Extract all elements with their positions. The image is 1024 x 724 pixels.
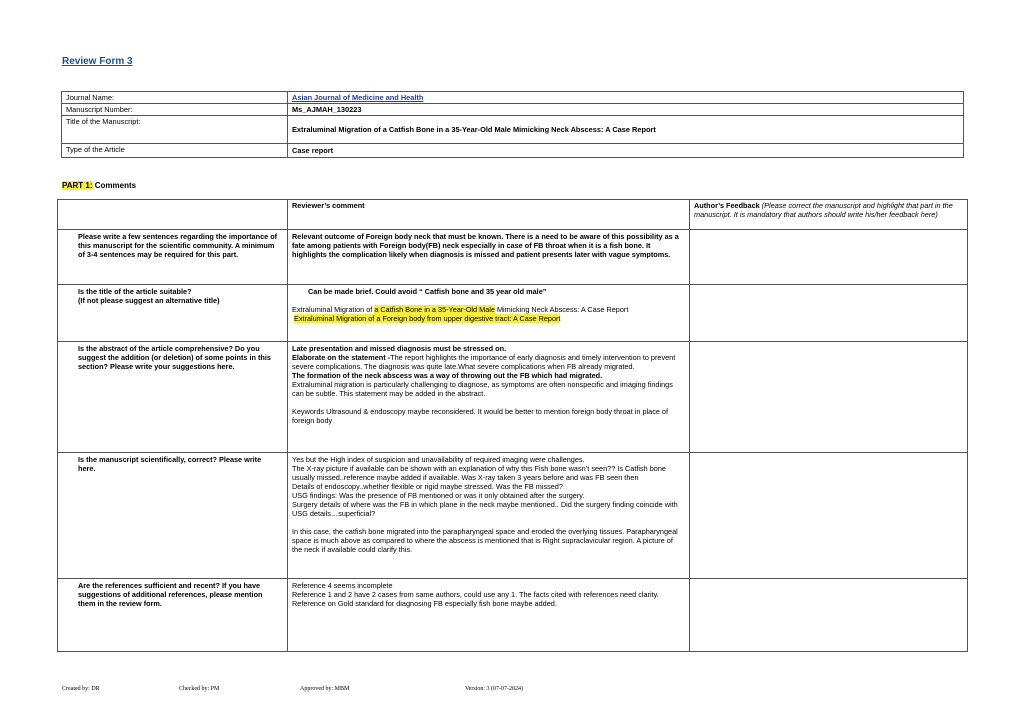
table-row bbox=[58, 453, 968, 579]
question-scientific: Is the manuscript scientifically, correct? Please write here. bbox=[58, 453, 288, 579]
feedback-cell[interactable] bbox=[690, 579, 968, 652]
table-row bbox=[58, 285, 968, 342]
manuscript-number-value: Ms_AJMAH_130223 bbox=[288, 104, 964, 116]
question-references: Are the references sufficient and recent? If you have suggestions of additional references, please mention them in the review form. bbox=[58, 579, 288, 652]
form-title: Review Form 3 bbox=[62, 56, 133, 67]
article-type-label: Type of the Article bbox=[62, 144, 288, 158]
question-title: Is the title of the article suitable? (If not please suggest an alternative title) bbox=[58, 285, 288, 342]
manuscript-info-table bbox=[61, 91, 964, 158]
footer-version: Version: 3 (07-07-2024) bbox=[465, 686, 523, 692]
author-feedback-header: Author’s Feedback (Please correct the manuscript and highlight that part in the manuscript. It is mandatory that authors should write his/her feedback here) bbox=[690, 200, 968, 230]
part-label: Comments bbox=[92, 181, 137, 190]
feedback-cell[interactable] bbox=[690, 285, 968, 342]
journal-name-label: Journal Name: bbox=[62, 92, 288, 104]
part-number: PART 1: bbox=[62, 181, 93, 190]
comment-abstract: Late presentation and missed diagnosis must be stressed on. Elaborate on the statement -The report highlights the importance of early diagnosis and timely intervention to prevent severe complications. The diagnosis was quite late.What severe complications when FB already migrated. The formation of the neck abscess was a way of throwing out the FB which had migrated. Extraluminal migration is particularly challenging to diagnose, as symptoms are often nonspecific and imaging findings can be subtle. This statement may be added in the abstract. Keywords Ultrasound & endoscopy maybe reconsidered. It would be better to mention foreign body throat in place of foreign body bbox=[288, 342, 690, 453]
comment-importance: Relevant outcome of Foreign body neck that must be known. There is a need to be aware of this possibility as a fate among patients with Foreign body(FB) neck especially in case of FB throat when it is a fish bone. It highlights the complication likely when diagnosis is missed and patient presents later with vague symptoms. bbox=[288, 230, 690, 285]
comments-table bbox=[57, 199, 968, 652]
table-row bbox=[58, 579, 968, 652]
question-importance: Please write a few sentences regarding the importance of this manuscript for the scientific community. A minimum of 3-4 sentences may be required for this part. bbox=[58, 230, 288, 285]
part-heading bbox=[62, 181, 136, 190]
comment-title: Can be made brief. Could avoid “ Catfish bone and 35 year old male” Extraluminal Migration of a Catfish Bone in a 35-Year-Old Male Mimicking Neck Abscess: A Case Report Extraluminal Migration of a Foreign body from upper digestive tract: A Case Report bbox=[288, 285, 690, 342]
table-row bbox=[58, 230, 968, 285]
article-type-value: Case report bbox=[288, 144, 964, 158]
manuscript-title-label: Title of the Manuscript: bbox=[62, 116, 288, 144]
table-row bbox=[58, 342, 968, 453]
manuscript-number-label: Manuscript Number: bbox=[62, 104, 288, 116]
table-header-row bbox=[58, 200, 968, 230]
comment-references: Reference 4 seems incomplete Reference 1 and 2 have 2 cases from same authors, could use any 1. The facts cited with references need clarity. Reference on Gold standard for diagnosing FB especially fish bone maybe added. bbox=[288, 579, 690, 652]
footer-approved-by: Approved by: MBM bbox=[300, 686, 350, 692]
footer-created-by: Created by: DR bbox=[62, 686, 100, 692]
manuscript-title-value: Extraluminal Migration of a Catfish Bone in a 35-Year-Old Male Mimicking Neck Abscess: A Case Report bbox=[288, 116, 964, 144]
question-abstract: Is the abstract of the article comprehensive? Do you suggest the addition (or deletion) of some points in this section? Please write your suggestions here. bbox=[58, 342, 288, 453]
journal-name-link[interactable]: Asian Journal of Medicine and Health bbox=[292, 93, 424, 102]
feedback-cell[interactable] bbox=[690, 230, 968, 285]
feedback-cell[interactable] bbox=[690, 342, 968, 453]
feedback-cell[interactable] bbox=[690, 453, 968, 579]
footer-checked-by: Checked by: PM bbox=[179, 686, 220, 692]
reviewer-comment-header: Reviewer’s comment bbox=[288, 200, 690, 230]
comment-scientific: Yes but the High index of suspicion and unavailability of required imaging were challenges. The X-ray picture if available can be shown with an explanation of why this Fish bone wasn’t seen?? Is Catfish bone usually missed..reference maybe added if available. Was X-ray taken 3 years before and was FB seen then Details of endoscopy..whether flexible or rigid maybe stressed. Was the FB missed? USG findings: Was the presence of FB mentioned or was it only obtained after the surgery. Surgery details of where was the FB in which plane in the neck maybe mentioned.. Did the surgery finding coincide with USG details…superficial? In this case, the catfish bone migrated into the parapharyngeal space and eroded the overlying tissues. Parapharyngeal space is much above as compared to where the abscess is mentioned that is Right supraclavicular region. A picture of the neck if available could clarify this. bbox=[288, 453, 690, 579]
